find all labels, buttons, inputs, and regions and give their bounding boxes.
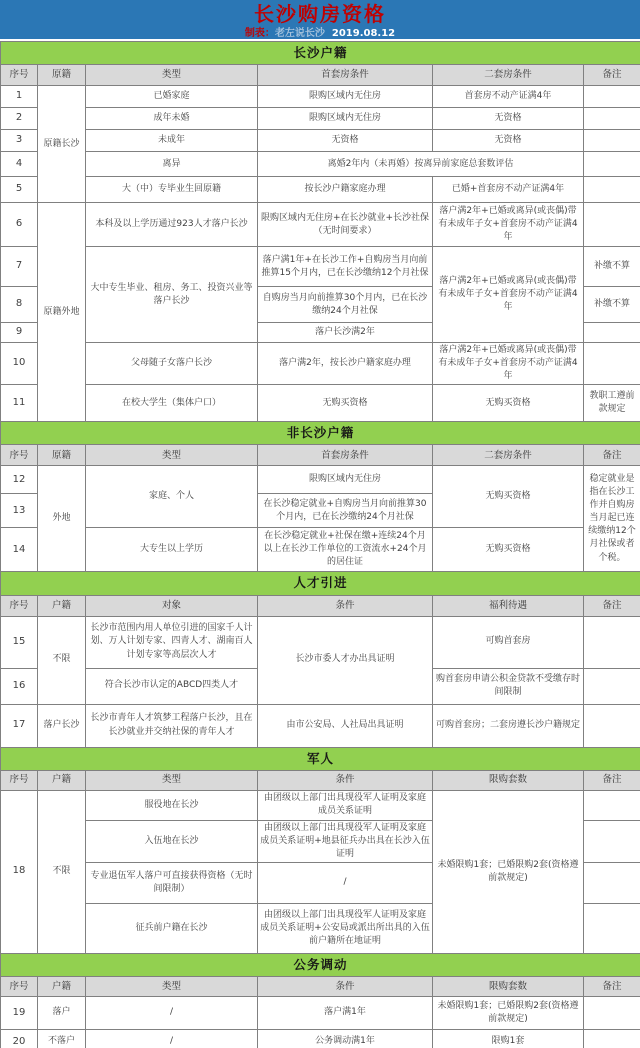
type-cell: 服役地在长沙	[86, 790, 258, 820]
section-title: 公务调动	[1, 953, 640, 976]
seq-cell: 6	[1, 203, 38, 247]
type-cell: 父母随子女落户长沙	[86, 343, 258, 385]
first-home-cell: 在长沙稳定就业+社保在缴+连续24个月以上在长沙工作单位的工资流水+24个月的居住证	[258, 528, 433, 572]
col-header-type: 类型	[86, 445, 258, 466]
column-header-row	[1, 976, 640, 996]
first-home-cell: 按长沙户籍家庭办理	[258, 177, 433, 203]
type-group-cell: 家庭、个人	[86, 466, 258, 528]
target-cell: 符合长沙市认定的ABCD四类人才	[86, 668, 258, 704]
col-header-note: 备注	[584, 595, 640, 616]
section-title: 军人	[1, 747, 640, 770]
first-home-cell: 落户满1年+在长沙工作+自购房当月向前推算15个月内，已在长沙缴纳12个月社保	[258, 247, 433, 287]
table-row-18a	[1, 790, 640, 820]
origin-group-cell: 原籍外地	[38, 203, 86, 422]
condition-group-cell: 长沙市委人才办出具证明	[258, 616, 433, 704]
condition-cell: /	[258, 862, 433, 903]
first-home-cell: 无购买资格	[258, 385, 433, 422]
merged-condition-cell: 离婚2年内（未再婚）按离异前家庭总套数评估	[258, 152, 584, 177]
first-home-cell: 自购房当月向前推算30个月内，已在长沙缴纳24个月社保	[258, 287, 433, 323]
seq-cell: 9	[1, 323, 38, 343]
section-header-talent	[1, 572, 640, 595]
second-home-cell: 已婚+首套房不动产证满4年	[433, 177, 584, 203]
col-header-note: 备注	[584, 65, 640, 86]
table-row-1	[1, 86, 640, 108]
seq-cell: 20	[1, 1029, 38, 1048]
first-home-cell: 限购区域内无住房	[258, 108, 433, 130]
condition-cell: 落户满1年	[258, 996, 433, 1029]
col-header-no: 序号	[1, 976, 38, 996]
limit-cell: 未婚限购1套；已婚限购2套(资格遵前款规定)	[433, 996, 584, 1029]
condition-cell: 由团级以上部门出具现役军人证明及家庭成员关系证明	[258, 790, 433, 820]
second-home-cell: 落户满2年+已婚或离异(或丧偶)带有未成年子女+首套房不动产证满4年	[433, 203, 584, 247]
first-home-cell: 无资格	[258, 130, 433, 152]
first-home-cell: 在长沙稳定就业+自购房当月向前推算30个月内，已在长沙缴纳24个月社保	[258, 494, 433, 528]
note-cell	[584, 203, 640, 247]
hukou-cell: 落户长沙	[38, 704, 86, 747]
hukou-cell: 不落户	[38, 1029, 86, 1048]
table-row-19	[1, 996, 640, 1029]
type-cell: 本科及以上学历通过923人才落户长沙	[86, 203, 258, 247]
table-row-5	[1, 177, 640, 203]
note-cell	[584, 996, 640, 1029]
table-row-3	[1, 130, 640, 152]
note-cell	[584, 86, 640, 108]
table-row-14	[1, 528, 640, 572]
seq-cell: 13	[1, 494, 38, 528]
col-header-no: 序号	[1, 595, 38, 616]
table-row-6	[1, 203, 640, 247]
type-cell: 大专生以上学历	[86, 528, 258, 572]
seq-cell: 14	[1, 528, 38, 572]
note-cell	[584, 152, 640, 177]
section-header-military	[1, 747, 640, 770]
col-header-no: 序号	[1, 770, 38, 790]
type-cell: 成年未婚	[86, 108, 258, 130]
table-row-17	[1, 704, 640, 747]
seq-cell: 17	[1, 704, 38, 747]
second-home-group-cell: 落户满2年+已婚或离异(或丧偶)带有未成年子女+首套房不动产证满4年	[433, 247, 584, 343]
limit-group-cell: 未婚限购1套；已婚限购2套(资格遵前款规定)	[433, 790, 584, 953]
note-cell	[584, 616, 640, 668]
qualification-table	[0, 41, 640, 1048]
col-header-no: 序号	[1, 65, 38, 86]
type-cell: 入伍地在长沙	[86, 820, 258, 862]
table-row-15	[1, 616, 640, 668]
first-home-cell: 落户满2年，按长沙户籍家庭办理	[258, 343, 433, 385]
type-group-cell: 大中专生毕业、租房、务工、投资兴业等落户长沙	[86, 247, 258, 343]
col-header-benefit: 福利待遇	[433, 595, 584, 616]
hukou-group-cell: 不限	[38, 616, 86, 704]
col-header-condition: 条件	[258, 595, 433, 616]
note-cell: 补缴不算	[584, 287, 640, 323]
col-header-no: 序号	[1, 445, 38, 466]
col-header-type: 类型	[86, 770, 258, 790]
col-header-hukou: 户籍	[38, 976, 86, 996]
col-header-note: 备注	[584, 976, 640, 996]
note-group-cell: 稳定就业是指在长沙工作并自购房当月起已连续缴纳12个月社保或者个税。	[584, 466, 640, 572]
benefit-cell: 可购首套房；二套房遵长沙户籍规定	[433, 704, 584, 747]
hukou-cell: 落户	[38, 996, 86, 1029]
byline	[0, 27, 640, 40]
note-cell	[584, 108, 640, 130]
section-title: 长沙户籍	[1, 42, 640, 65]
first-home-cell: 限购区域内无住房+在长沙就业+长沙社保（无时间要求）	[258, 203, 433, 247]
second-home-cell: 无购买资格	[433, 528, 584, 572]
type-cell: /	[86, 1029, 258, 1048]
origin-group-cell: 外地	[38, 466, 86, 572]
seq-cell: 18	[1, 790, 38, 953]
note-cell	[584, 820, 640, 862]
table-row-10	[1, 343, 640, 385]
target-cell: 长沙市青年人才筑梦工程落户长沙，且在长沙就业并交纳社保的青年人才	[86, 704, 258, 747]
first-home-cell: 限购区域内无住房	[258, 466, 433, 494]
byline-label: 制表：	[244, 28, 275, 39]
seq-cell: 8	[1, 287, 38, 323]
seq-cell: 10	[1, 343, 38, 385]
seq-cell: 3	[1, 130, 38, 152]
note-cell	[584, 704, 640, 747]
column-header-row	[1, 445, 640, 466]
type-cell: 征兵前户籍在长沙	[86, 903, 258, 953]
col-header-limit: 限购套数	[433, 976, 584, 996]
second-home-group-cell: 无购买资格	[433, 466, 584, 528]
seq-cell: 5	[1, 177, 38, 203]
condition-cell: 公务调动满1年	[258, 1029, 433, 1048]
note-cell	[584, 1029, 640, 1048]
note-cell	[584, 323, 640, 343]
col-header-origin: 原籍	[38, 445, 86, 466]
table-row-4	[1, 152, 640, 177]
note-cell: 补缴不算	[584, 247, 640, 287]
type-cell: 离异	[86, 152, 258, 177]
note-cell	[584, 790, 640, 820]
col-header-first: 首套房条件	[258, 445, 433, 466]
col-header-type: 类型	[86, 976, 258, 996]
first-home-cell: 限购区域内无住房	[258, 86, 433, 108]
type-cell: 在校大学生（集体户口）	[86, 385, 258, 422]
col-header-condition: 条件	[258, 976, 433, 996]
col-header-limit: 限购套数	[433, 770, 584, 790]
col-header-note: 备注	[584, 770, 640, 790]
page-title: 长沙购房资格	[254, 2, 386, 26]
section-header-official-transfer	[1, 953, 640, 976]
col-header-condition: 条件	[258, 770, 433, 790]
type-cell: 已婚家庭	[86, 86, 258, 108]
seq-cell: 19	[1, 996, 38, 1029]
type-cell: 专业退伍军人落户可直接获得资格（无时间限制）	[86, 862, 258, 903]
condition-cell: 由团级以上部门出具现役军人证明及家庭成员关系证明+公安局或派出所出具的入伍前户籍所在地证明	[258, 903, 433, 953]
table-row-2	[1, 108, 640, 130]
note-cell	[584, 862, 640, 903]
column-header-row	[1, 595, 640, 616]
section-header-non-changsha-hukou	[1, 422, 640, 445]
seq-cell: 11	[1, 385, 38, 422]
condition-cell: 由团级以上部门出具现役军人证明及家庭成员关系证明+地县征兵办出具在长沙入伍证明	[258, 820, 433, 862]
seq-cell: 1	[1, 86, 38, 108]
benefit-cell: 可购首套房	[433, 616, 584, 668]
table-row-7	[1, 247, 640, 287]
seq-cell: 7	[1, 247, 38, 287]
col-header-origin: 原籍	[38, 65, 86, 86]
section-title: 人才引进	[1, 572, 640, 595]
col-header-first: 首套房条件	[258, 65, 433, 86]
first-home-cell: 落户长沙满2年	[258, 323, 433, 343]
limit-cell: 限购1套	[433, 1029, 584, 1048]
second-home-cell: 首套房不动产证满4年	[433, 86, 584, 108]
col-header-note: 备注	[584, 445, 640, 466]
second-home-cell: 无资格	[433, 108, 584, 130]
hukou-group-cell: 不限	[38, 790, 86, 953]
note-cell	[584, 130, 640, 152]
col-header-type: 类型	[86, 65, 258, 86]
origin-group-cell: 原籍长沙	[38, 86, 86, 203]
note-cell	[584, 177, 640, 203]
section-header-changsha-hukou	[1, 42, 640, 65]
table-row-11	[1, 385, 640, 422]
seq-cell: 4	[1, 152, 38, 177]
byline-date: 2019.08.12	[331, 28, 396, 39]
col-header-hukou: 户籍	[38, 595, 86, 616]
seq-cell: 12	[1, 466, 38, 494]
seq-cell: 15	[1, 616, 38, 668]
target-cell: 长沙市范围内用人单位引进的国家千人计划、万人计划专家、四青人才、湖南百人计划专家等高层次人才	[86, 616, 258, 668]
page-header	[0, 0, 640, 41]
byline-author: 老左说长沙	[274, 28, 325, 39]
col-header-target: 对象	[86, 595, 258, 616]
table-row-12	[1, 466, 640, 494]
second-home-cell: 无购买资格	[433, 385, 584, 422]
note-cell	[584, 668, 640, 704]
type-cell: 未成年	[86, 130, 258, 152]
note-cell: 教职工遵前款规定	[584, 385, 640, 422]
col-header-hukou: 户籍	[38, 770, 86, 790]
note-cell	[584, 903, 640, 953]
condition-cell: 由市公安局、人社局出具证明	[258, 704, 433, 747]
second-home-cell: 无资格	[433, 130, 584, 152]
column-header-row	[1, 770, 640, 790]
col-header-second: 二套房条件	[433, 445, 584, 466]
seq-cell: 2	[1, 108, 38, 130]
type-cell: 大（中）专毕业生回原籍	[86, 177, 258, 203]
column-header-row	[1, 65, 640, 86]
benefit-cell: 购首套房申请公积金贷款不受缴存时间限制	[433, 668, 584, 704]
note-cell	[584, 343, 640, 385]
table-row-20	[1, 1029, 640, 1048]
seq-cell: 16	[1, 668, 38, 704]
second-home-cell: 落户满2年+已婚或离异(或丧偶)带有未成年子女+首套房不动产证满4年	[433, 343, 584, 385]
col-header-second: 二套房条件	[433, 65, 584, 86]
section-title: 非长沙户籍	[1, 422, 640, 445]
type-cell: /	[86, 996, 258, 1029]
